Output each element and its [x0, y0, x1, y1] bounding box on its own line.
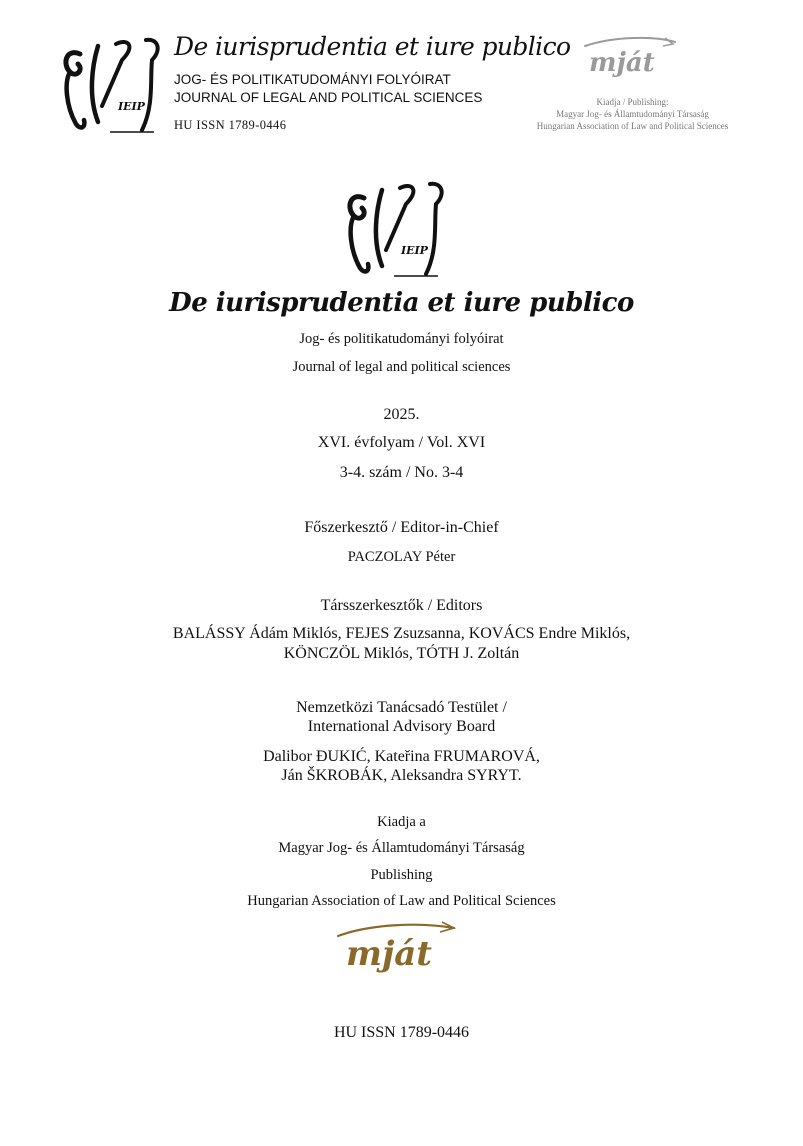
- cover-board-heading-line2: International Advisory Board: [307, 718, 496, 735]
- header-publisher-en: Hungarian Association of Law and Political Sciences: [536, 121, 729, 131]
- cover-logo-text: IEIP: [401, 244, 428, 257]
- cover-publisher-logo-text: mját: [346, 934, 433, 974]
- cover-board-heading-line1: Nemzetközi Tanácsadó Testület /: [296, 699, 507, 716]
- header-journal-title: De iurisprudentia et iure publico: [174, 32, 571, 61]
- header-publisher-label: Kiadja / Publishing:: [596, 97, 669, 107]
- cover-subtitle-en: Journal of legal and political sciences: [292, 359, 511, 375]
- ieip-logo-icon: [58, 36, 168, 136]
- cover-issn: HU ISSN 1789-0446: [333, 1024, 470, 1041]
- cover-year: 2025.: [383, 406, 420, 423]
- header-publisher-block: [515, 32, 750, 132]
- header-logo: [58, 36, 168, 136]
- cover-board-line1: Dalibor ĐUKIĆ, Kateřina FRUMAROVÁ,: [263, 748, 540, 765]
- cover-editor-name: PACZOLAY Péter: [347, 549, 456, 565]
- cover-publisher-logo: [330, 918, 470, 992]
- cover-volume: XVI. évfolyam / Vol. XVI: [317, 434, 486, 451]
- cover-publisher-label-hu: Kiadja a: [377, 814, 426, 830]
- cover-title: De iurisprudentia et iure publico: [169, 288, 634, 318]
- cover-editor-heading: Főszerkesztő / Editor-in-Chief: [304, 519, 499, 536]
- header-logo-text: IEIP: [118, 100, 145, 113]
- cover-publisher-hu: Magyar Jog- és Államtudományi Társaság: [278, 840, 525, 856]
- cover-editors-line2: KÖNCZÖL Miklós, TÓTH J. Zoltán: [283, 645, 520, 662]
- header-publisher-hu: Magyar Jog- és Államtudományi Társaság: [556, 109, 709, 119]
- cover-logo: [341, 180, 453, 280]
- cover-editors-line1: BALÁSSY Ádám Miklós, FEJES Zsuzsanna, KOVÁCS Endre Miklós,: [172, 625, 631, 642]
- cover-subtitle-hu: Jog- és politikatudományi folyóirat: [299, 331, 504, 347]
- cover-board-line2: Ján ŠKROBÁK, Aleksandra SYRYT.: [281, 767, 522, 784]
- cover-publisher-label-en: Publishing: [370, 867, 433, 883]
- cover-issue: 3-4. szám / No. 3-4: [339, 464, 464, 481]
- header-subtitle-hu: JOG- ÉS POLITIKATUDOMÁNYI FOLYÓIRAT: [174, 72, 451, 87]
- header-issn: HU ISSN 1789-0446: [174, 118, 287, 132]
- cover-publisher-en: Hungarian Association of Law and Political Sciences: [247, 893, 556, 909]
- cover-editors-heading: Társszerkesztők / Editors: [320, 597, 483, 614]
- header-subtitle-en: JOURNAL OF LEGAL AND POLITICAL SCIENCES: [174, 90, 483, 105]
- ieip-logo-icon: [341, 180, 453, 280]
- header-publisher-logo: [515, 32, 750, 90]
- header-publisher-logo-text: mját: [589, 48, 655, 78]
